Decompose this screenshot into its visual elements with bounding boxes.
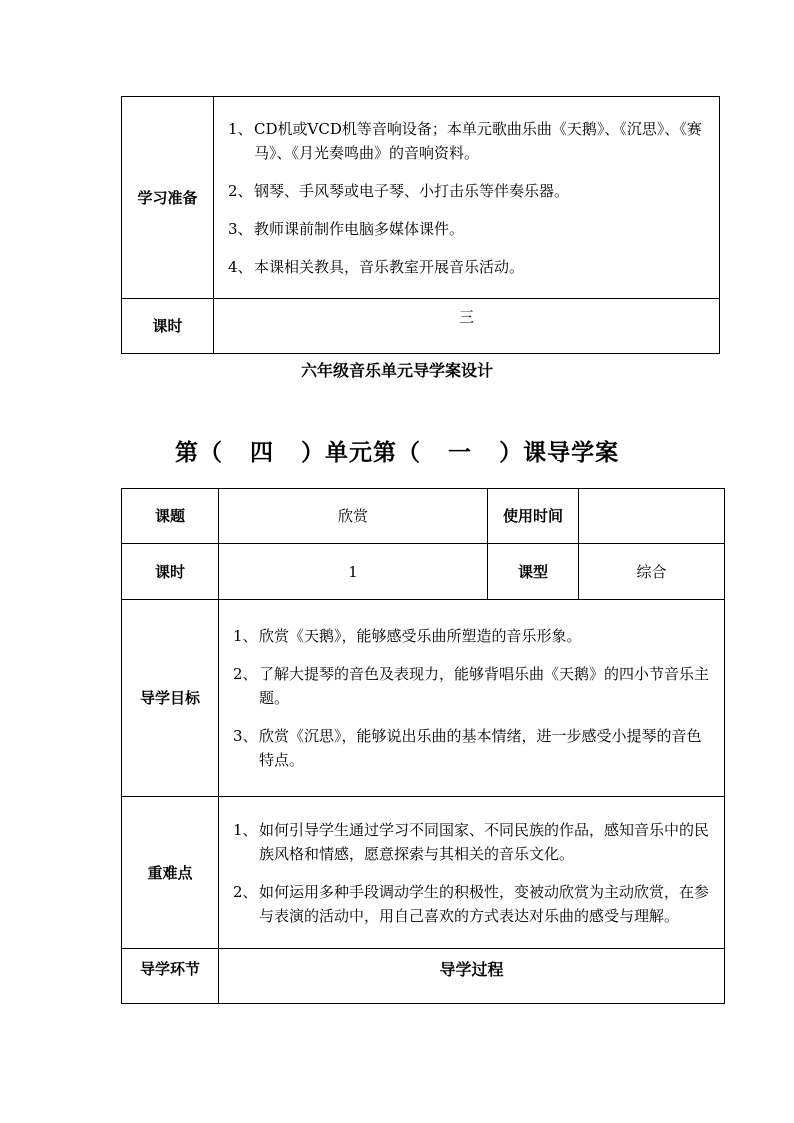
difficulty-item-1: 1、 如何引导学生通过学习不同国家、不同民族的作品，感知音乐中的民族风格和情感，愿意探索与其相关的音乐文化。 [233, 820, 710, 863]
page-title: 第（ 四 ）单元第（ 一 ）课导学案 [174, 440, 620, 466]
prep-table [121, 96, 720, 354]
prep-item-1: 1、 CD机或VCD机等音响设备；本单元歌曲乐曲《天鹅》、《沉思》、《赛马》、《月光奏鸣曲》的音响资料。 [228, 119, 702, 162]
prep-label: 学习准备 [122, 97, 214, 299]
time-label: 使用时间 [488, 489, 579, 544]
goals-content [219, 600, 725, 797]
topic-label: 课题 [122, 489, 219, 544]
hours-label: 课时 [122, 544, 219, 600]
time-value [579, 489, 725, 544]
topic-value: 欣赏 [219, 489, 488, 544]
difficulty-label: 重难点 [122, 797, 219, 949]
prep-content [214, 97, 720, 299]
difficulty-content [219, 797, 725, 949]
goals-label: 导学目标 [122, 600, 219, 797]
type-label: 课型 [488, 544, 579, 600]
process-label: 导学过程 [219, 949, 725, 1004]
prep-hours-value: 三 [214, 299, 720, 354]
prep-hours-label: 课时 [122, 299, 214, 354]
prep-item-3: 3、 教师课前制作电脑多媒体课件。 [228, 219, 465, 238]
stage-label: 导学环节 [122, 949, 219, 1004]
goal-item-2: 2、 了解大提琴的音色及表现力，能够背唱乐曲《天鹅》的四小节音乐主题。 [233, 665, 710, 707]
type-value: 综合 [579, 544, 725, 600]
hours-value: 1 [219, 544, 488, 600]
difficulty-item-2: 2、 如何运用多种手段调动学生的积极性，变被动欣赏为主动欣赏，在参与表演的活动中，用自己喜欢的方式表达对乐曲的感受与理解。 [233, 882, 710, 925]
prep-item-2: 2、 钢琴、手风琴或电子琴、小打击乐等伴奏乐器。 [228, 181, 570, 200]
goal-item-3: 3、 欣赏《沉思》，能够说出乐曲的基本情绪，进一步感受小提琴的音色特点。 [233, 727, 702, 769]
subtitle: 六年级音乐单元导学案设计 [300, 361, 493, 380]
goal-item-1: 1、 欣赏《天鹅》，能够感受乐曲所塑造的音乐形象。 [233, 627, 582, 645]
lesson-table [121, 488, 725, 1004]
prep-item-4: 4、 本课相关教具，音乐教室开展音乐活动。 [228, 257, 525, 276]
